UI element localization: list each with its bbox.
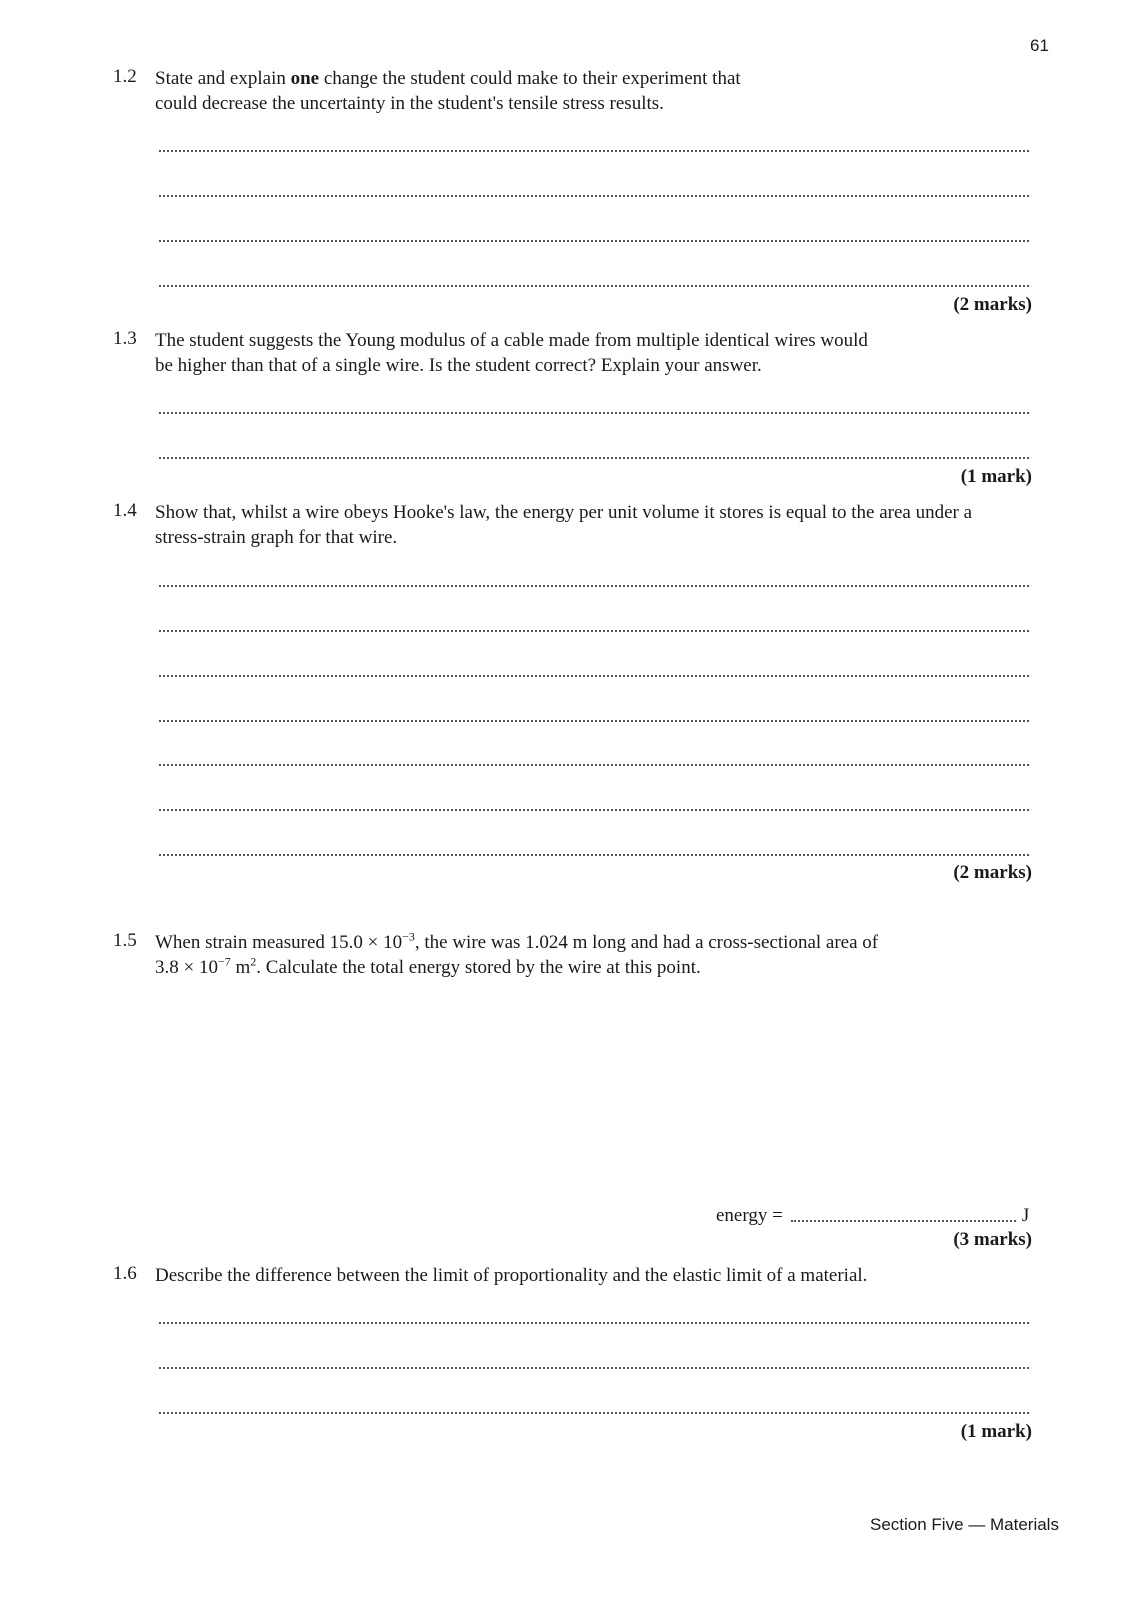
answer-line[interactable]	[159, 809, 1029, 811]
question-number: 1.3	[113, 328, 137, 349]
marks-label: (2 marks)	[953, 862, 1032, 883]
question-text: Show that, whilst a wire obeys Hooke's law, the energy per unit volume it stores is equal to the area under a stress-strain graph for that wire.	[155, 502, 973, 548]
question-text: Describe the difference between the limit of proportionality and the elastic limit of a material.	[155, 1265, 868, 1286]
answer-line[interactable]	[159, 630, 1029, 632]
answer-line[interactable]	[159, 240, 1029, 242]
answer-line[interactable]	[159, 675, 1029, 677]
answer-unit: J	[1021, 1205, 1030, 1226]
question-number: 1.5	[113, 930, 137, 951]
energy-answer-field[interactable]	[791, 1220, 1016, 1222]
emphasis: one	[290, 68, 320, 89]
question-number: 1.6	[113, 1263, 137, 1284]
marks-label: (3 marks)	[953, 1229, 1032, 1250]
question-text: State and explain one change the student could make to their experiment that could decrease the uncertainty in the student's tensile stress results.	[155, 68, 741, 114]
question-number: 1.4	[113, 500, 137, 521]
answer-line[interactable]	[159, 1412, 1029, 1414]
page-number: 61	[1030, 36, 1049, 55]
energy-answer-row	[716, 1205, 1029, 1227]
answer-line[interactable]	[159, 720, 1029, 722]
answer-line[interactable]	[159, 150, 1029, 152]
answer-line[interactable]	[159, 1322, 1029, 1324]
answer-line[interactable]	[159, 764, 1029, 766]
marks-label: (2 marks)	[953, 294, 1032, 315]
answer-line[interactable]	[159, 285, 1029, 287]
question-text: When strain measured $15.0 \times 10^{-3}$, the wire was 1.024 m long and had a cross-sectional area of $3.8 \times 10^{-7}$ $m^2$. Calculate the total energy stored by the wire at this point.	[155, 929, 879, 978]
section-footer: Section Five — Materials	[870, 1515, 1059, 1534]
answer-line[interactable]	[159, 457, 1029, 459]
marks-label: (1 mark)	[960, 466, 1032, 487]
answer-line[interactable]	[159, 854, 1029, 856]
question-number: 1.2	[113, 66, 137, 87]
marks-label: (1 mark)	[960, 1421, 1032, 1442]
question-text: The student suggests the Young modulus of a cable made from multiple identical wires would be higher than that of a single wire. Is the student correct? Explain your answer.	[155, 330, 868, 376]
answer-line[interactable]	[159, 1367, 1029, 1369]
answer-label: energy =	[716, 1205, 783, 1226]
answer-line[interactable]	[159, 195, 1029, 197]
answer-line[interactable]	[159, 585, 1029, 587]
answer-line[interactable]	[159, 412, 1029, 414]
